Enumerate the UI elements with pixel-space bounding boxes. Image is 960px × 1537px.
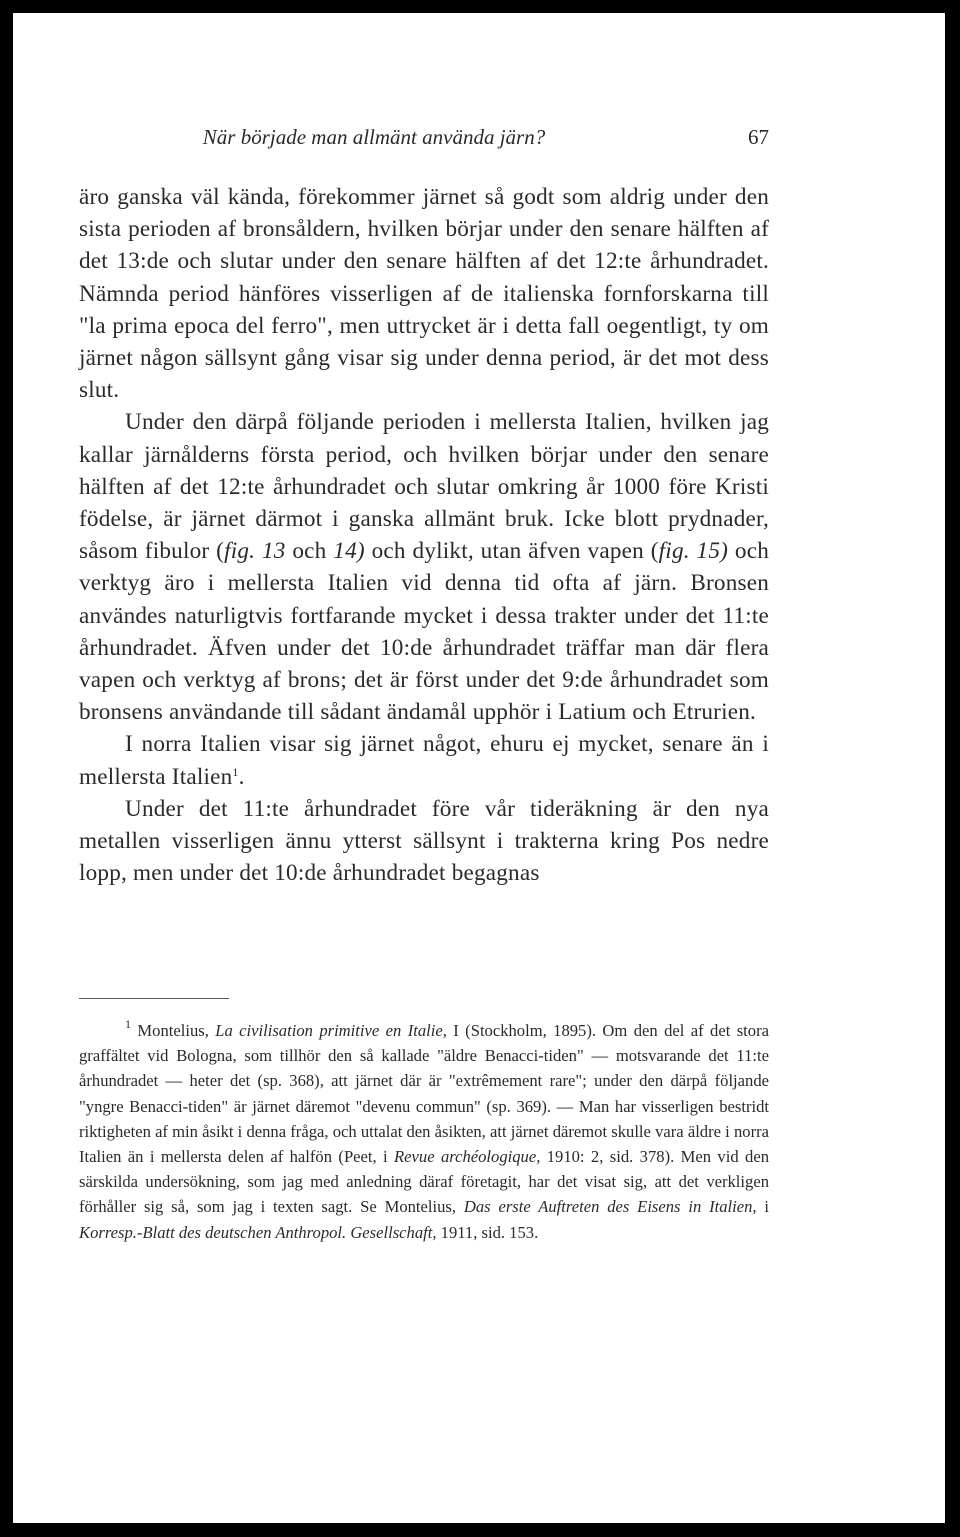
footnote	[79, 1018, 769, 1245]
paragraph	[79, 406, 769, 728]
footnote-rule	[79, 998, 229, 999]
cited-work: Korresp.-Blatt des deutschen Anthropol. Gesellschaft,	[79, 1222, 437, 1242]
footnote-text: i	[756, 1197, 770, 1217]
paragraph-text: Under det 11:te århundradet före vår tideräkning är den nya metallen visserligen ännu ytterst sällsynt i trakterna kring Pos nedre lopp, men under det 10:de århundradet begagnas	[79, 795, 769, 887]
paragraph-text: och	[285, 538, 334, 565]
footnote-reference: 1	[232, 764, 239, 779]
paragraph-text: I norra Italien visar sig järnet något, ehuru ej mycket, senare än i mellersta Italien	[79, 731, 769, 790]
paragraph-text: .	[238, 763, 245, 790]
paragraph-text: äro ganska väl kända, förekommer järnet så godt som aldrig under den sista perioden af bronsåldern, hvilken börjar under den senare hälften af det 13:de och slutar under den senare hälften af det 12:te århundradet. Nämnda period hänföres visserligen af de italienska fornforskarna till "la prima epoca del ferro", men uttrycket är i detta fall oegentligt, ty om järnet någon sällsynt gång visar sig under denna period, är det mot dess slut.	[79, 184, 769, 404]
book-page	[13, 13, 945, 1523]
paragraph	[79, 181, 769, 406]
running-header	[79, 125, 769, 155]
cited-work: Revue archéologique,	[394, 1147, 541, 1167]
cited-work: La civilisation primitive en Italie,	[215, 1021, 447, 1040]
cited-work: Das erste Auftreten des Eisens in Italien,	[463, 1197, 757, 1217]
footnotes	[79, 1018, 769, 1245]
footnote-text: Montelius,	[131, 1021, 216, 1040]
figure-reference: fig. 13	[224, 538, 286, 565]
footnote-marker: 1	[125, 1017, 131, 1031]
body-text	[79, 181, 769, 889]
running-title: När började man allmänt använda järn?	[202, 125, 546, 149]
page-number: 67	[748, 125, 769, 149]
paragraph	[79, 728, 769, 792]
paragraph-text: och dylikt, utan äfven vapen (	[364, 538, 659, 565]
figure-reference: fig. 15)	[658, 538, 729, 565]
footnote-text: 1910: 2, sid. 378). Men vid den särskilda undersökning, som jag med anledning däraf företagit, har det visat sig, att det verkligen förhåller sig så, som jag i texten sagt. Se Montelius,	[79, 1147, 769, 1217]
figure-reference: 14)	[333, 538, 365, 565]
footnote-text: 1911, sid. 153.	[436, 1222, 539, 1242]
footnote-text: I (Stockholm, 1895). Om den del af det stora graffältet vid Bologna, som tillhör den så kallade "äldre Benacci-tiden" — motsvarande det 11:te århundradet — heter det (sp. 368), att järnet där är "extrêmement rare"; under den därpå följande "yngre Benacci-tiden" är järnet däremot "devenu commun" (sp. 369). — Man har visserligen bestridt riktigheten af min åsikt i denna fråga, och uttalat den åsikten, att järnet däremot skulle vara äldre i norra Italien än i mellersta delen af halfön (Peet, i	[79, 1021, 769, 1167]
paragraph-text: Under den därpå följande perioden i mellersta Italien, hvilken jag kallar järnålderns första period, och hvilken börjar under den senare hälften af det 12:te århundradet och slutar omkring år 1000 före Kristi födelse, är järnet därmot i ganska allmänt bruk. Icke blott prydnader, såsom fibulor (	[79, 409, 769, 565]
paragraph	[79, 793, 769, 890]
paragraph-text: och verktyg äro i mellersta Italien vid denna tid ofta af järn. Bronsen användes naturligtvis fortfarande mycket i dessa trakter under det 11:te århundradet. Äfven under det 10:de århundradet träffar man där flera vapen och verktyg af brons; det är först under det 9:de århundradet som bronsens användande till sådant ändamål upphör i Latium och Etrurien.	[79, 538, 769, 726]
